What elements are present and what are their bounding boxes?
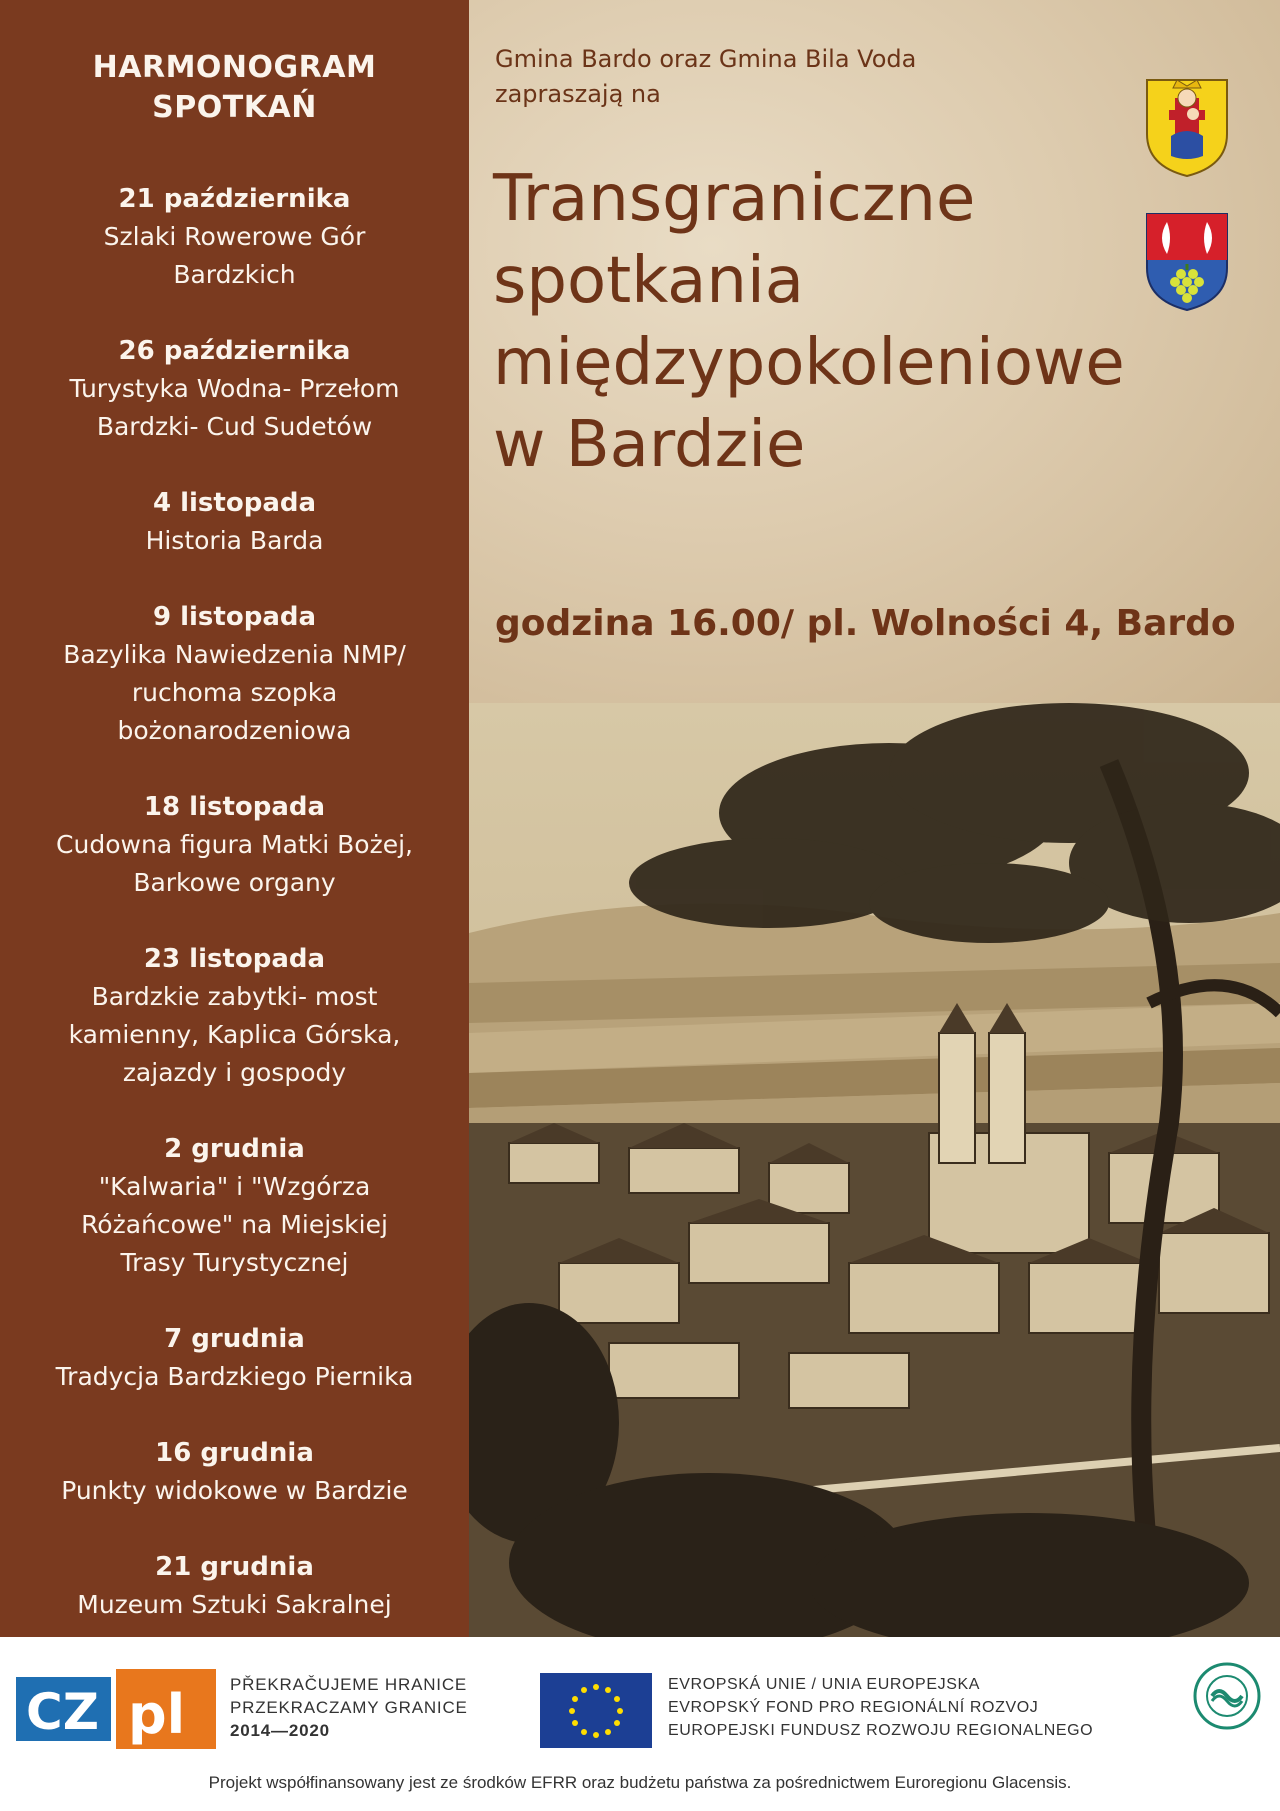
schedule-topic: Bazylika Nawiedzenia NMP/ ruchoma szopka bożonarodzeniowa	[63, 640, 406, 745]
schedule-item	[0, 1548, 469, 1624]
schedule-date: 23 listopada	[143, 944, 326, 974]
schedule-item	[0, 940, 469, 1092]
schedule-date: 21 października	[118, 184, 351, 214]
svg-text:CZ: CZ	[26, 1683, 99, 1741]
eu-line-2: EVROPSKÝ FOND PRO REGIONÁLNÍ ROZVOJ	[668, 1699, 1039, 1716]
czpl-logo	[16, 1669, 216, 1749]
schedule-topic: Turystyka Wodna- Przełom Bardzki- Cud Sudetów	[69, 374, 400, 441]
interreg-motto	[230, 1673, 468, 1742]
bila-voda-coat-of-arms-icon	[1143, 210, 1231, 314]
schedule-item	[0, 598, 469, 750]
svg-text:pl: pl	[128, 1683, 186, 1746]
footer	[0, 1637, 1280, 1811]
poster-header	[469, 0, 1280, 703]
schedule-date: 21 grudnia	[155, 1552, 314, 1582]
euroregion-glacensis-logo	[1192, 1661, 1262, 1731]
town-panorama-image	[469, 703, 1280, 1637]
schedule-topic: Historia Barda	[145, 526, 324, 555]
schedule-topic: Tradycja Bardzkiego Piernika	[55, 1362, 414, 1391]
bardo-coat-of-arms-icon	[1143, 76, 1231, 180]
eu-line-1: EVROPSKÁ UNIE / UNIA EUROPEJSKA	[668, 1676, 981, 1693]
eu-fund-text	[668, 1673, 1093, 1742]
interreg-line-cz: PŘEKRAČUJEME HRANICE	[230, 1675, 468, 1694]
schedule-topic: Bardzkie zabytki- most kamienny, Kaplica Górska, zajazdy i gospody	[68, 982, 401, 1087]
schedule-item	[0, 484, 469, 560]
schedule-topic: Punkty widokowe w Bardzie	[61, 1476, 408, 1505]
schedule-item	[0, 1130, 469, 1282]
schedule-panel	[0, 0, 469, 1637]
schedule-title: HARMONOGRAM SPOTKAŃ	[92, 50, 377, 125]
schedule-date: 4 listopada	[152, 488, 317, 518]
schedule-item	[0, 1320, 469, 1396]
schedule-date: 9 listopada	[152, 602, 317, 632]
schedule-item	[0, 788, 469, 902]
schedule-topic: Muzeum Sztuki Sakralnej	[77, 1590, 392, 1619]
schedule-date: 2 grudnia	[164, 1134, 305, 1164]
schedule-item	[0, 332, 469, 446]
interreg-years: 2014—2020	[230, 1721, 330, 1740]
intro-text: Gmina Bardo oraz Gmina Bila Voda zapraszają na	[495, 45, 917, 108]
eu-flag-icon	[540, 1673, 652, 1748]
meeting-info: godzina 16.00/ pl. Wolności 4, Bardo	[495, 603, 1236, 644]
eu-line-3: EUROPEJSKI FUNDUSZ ROZWOJU REGIONALNEGO	[668, 1722, 1094, 1739]
schedule-topic: Szlaki Rowerowe Gór Bardzkich	[103, 222, 366, 289]
cofinancing-disclaimer: Projekt współfinansowany jest ze środków EFRR oraz budżetu państwa za pośrednictwem Euroregionu Glacensis.	[208, 1773, 1072, 1792]
poster-title: Transgraniczne spotkania międzypokoleniowe w Bardzie	[493, 162, 1125, 482]
schedule-date: 26 października	[118, 336, 351, 366]
schedule-date: 18 listopada	[143, 792, 326, 822]
schedule-date: 16 grudnia	[155, 1438, 314, 1468]
schedule-topic: Cudowna figura Matki Bożej, Barkowe organy	[56, 830, 413, 897]
schedule-topic: "Kalwaria" i "Wzgórza Różańcowe" na Miejskiej Trasy Turystycznej	[81, 1172, 388, 1277]
schedule-item	[0, 1434, 469, 1510]
schedule-list	[0, 180, 469, 1662]
schedule-item	[0, 180, 469, 294]
historic-town-photo	[469, 703, 1280, 1637]
interreg-line-pl: PRZEKRACZAMY GRANICE	[230, 1698, 468, 1717]
schedule-date: 7 grudnia	[164, 1324, 305, 1354]
